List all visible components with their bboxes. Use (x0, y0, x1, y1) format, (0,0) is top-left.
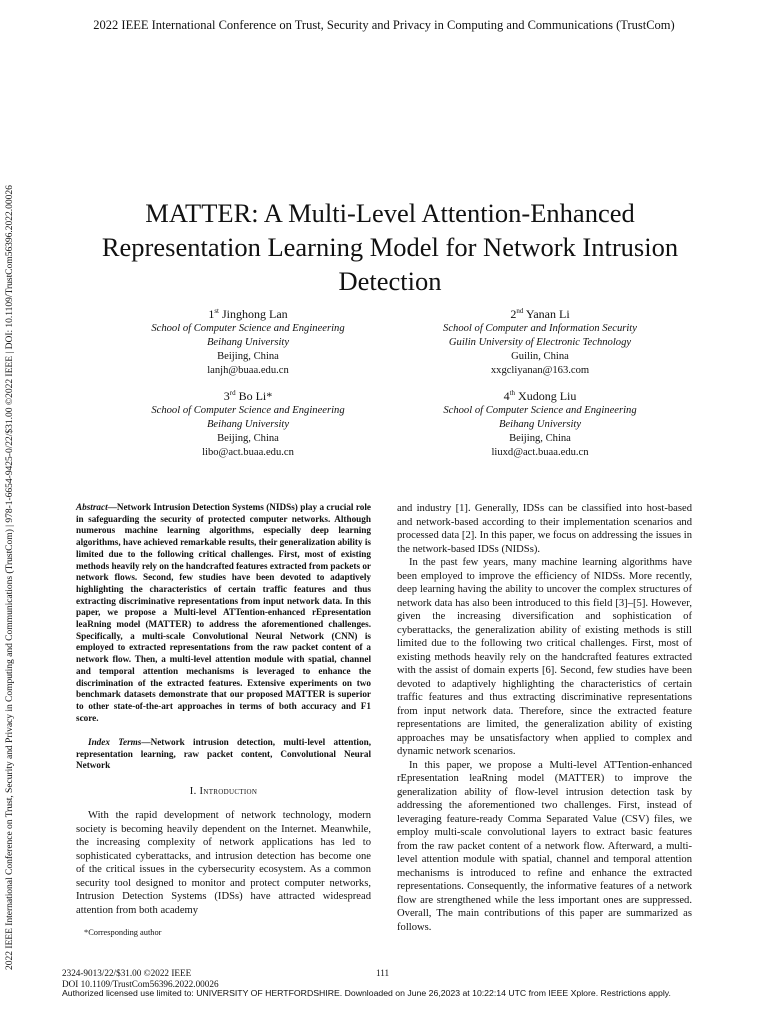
author-location: Beijing, China (217, 433, 279, 444)
page-number: 111 (376, 968, 390, 978)
paper-title: MATTER: A Multi-Level Attention-Enhanced Representation Learning Model for Network Intrusion Detection (101, 198, 679, 296)
author-name: 2nd Yanan Li (510, 307, 570, 321)
abstract (76, 502, 371, 724)
license-notice: Authorized licensed use limited to: UNIVERSITY OF HERTFORDSHIRE. Downloaded on June 26,2023 at 10:22:14 UTC from IEEE Xplore. Restrictions apply. (62, 988, 671, 998)
author-email: liuxd@act.buaa.edu.cn (491, 447, 589, 458)
paragraph: With the rapid development of network technology, modern society is becoming heavily dependent on the Internet. Meanwhile, the increasing complexity of network applications has led to sophisticated cyberattacks, and intrusion detection has become one of the critical issues in the cybersecurity ecosystem. As a common security tool designed to monitor and protect computer networks, Intrusion Detection Systems (IDSs) have attracted widespread attention from both academy (76, 810, 371, 916)
conference-header: 2022 IEEE International Conference on Trust, Security and Privacy in Computing and Communications (TrustCom) (93, 18, 675, 32)
author-affiliation: School of Computer Science and Engineering (151, 323, 345, 334)
author-location: Beijing, China (217, 351, 279, 362)
author-name: 4th Xudong Liu (503, 389, 577, 403)
footnote: *Corresponding author (84, 928, 162, 937)
side-doi-stamp: 2022 IEEE International Conference on Trust, Security and Privacy in Computing and Communications (TrustCom) | 978-1-6654-9425-0/22/$31.00 ©2022 IEEE | DOI: 10.1109/TrustCom56396.2022.00026 (4, 185, 15, 970)
author-institution: Guilin University of Electronic Technology (448, 337, 632, 348)
author-affiliation: School of Computer and Information Security (443, 323, 637, 334)
doi-line: DOI 10.1109/TrustCom56396.2022.00026 (62, 978, 219, 989)
author-block-2 (390, 306, 690, 378)
index-terms-label: Index Terms (88, 737, 142, 747)
paragraph: In the past few years, many machine learning algorithms have been employed to improve the efficiency of NIDSs. More recently, deep learning having the ability to uncover the complex structures of network data has also been introduced to this field [3]–[5]. However, given the increasing diversification and sophistication of cyberattacks, the generalization ability of existing methods is still limited due to the following two critical challenges. First, most of existing methods heavily rely on the handcrafted features extracted with the assist of domain experts [6]. Second, few studies have been devoted to adaptively highlighting the characteristics of certain traffic features and thus extracting discriminative representations from input network data. Therefore, since the extracted feature representations are limited, the generalization ability of existing approaches may be unsatisfactory when applied to complex and dynamic network scenarios. (397, 557, 692, 757)
author-affiliation: School of Computer Science and Engineering (443, 405, 637, 416)
paragraph: In this paper, we propose a Multi-level ATTention-enhanced rEpresentation leaRning model (MATTER) to improve the generalization ability of flow-level intrusion detection task by addressing the aforementioned two challenges. First, instead of leveraging feature-ready Comma Separated Value (CSV) files, we employ multi-scale convolutional layers to extract basic features from the raw packet content of a network flow. Afterward, a multi-level attention module with spatial, channel and temporal attention mechanisms is introduced to refine and enhance the extracted representations. Consequently, the informative features of a network flow are strengthened while the less important ones are suppressed. Overall, The main contributions of this paper are summarized as follows. (397, 759, 692, 933)
abstract-label: Abstract (76, 502, 108, 512)
author-institution: Beihang University (206, 419, 290, 430)
issn-line: 2324-9013/22/$31.00 ©2022 IEEE (62, 968, 192, 978)
author-email: libo@act.buaa.edu.cn (202, 447, 294, 458)
intro-left-column (76, 809, 371, 917)
author-block-4 (390, 388, 690, 460)
footer-identifiers (62, 968, 219, 989)
section-heading: I. Introduction (189, 786, 258, 797)
author-name: 1st Jinghong Lan (208, 307, 288, 321)
author-institution: Beihang University (206, 337, 290, 348)
author-institution: Beihang University (498, 419, 582, 430)
abstract-text: —Network Intrusion Detection Systems (NIDSs) play a crucial role in safeguarding the security of protected computer networks. Although numerous machine learning algorithms, especially deep learning algorithms, have achieved remarkable results, their generalization ability is limited due to the following critical challenges. First, most of existing methods heavily rely on the handcrafted features extracted from packets or network flows. Second, few studies have been devoted to adaptively highlighting the characteristics of certain traffic features and thus extracting discriminative representations from input network data. In this paper, we propose a Multi-level ATTention-enhanced rEpresentation leaRning model (MATTER) to address the aforementioned challenges. Specifically, a multi-scale Convolutional Neural Network (CNN) is employed to extracted representations from the raw packet content of a network flow. Then, a multi-level attention module with spatial, channel and temporal attention mechanisms is leveraged to enhance the discrimination of the extracted features. Extensive experiments on two benchmark datasets demonstrate that our proposed MATTER is superior to other state-of-the-art approaches in terms of both accuracy and F1 score. (76, 502, 371, 723)
author-email: xxgcliyanan@163.com (490, 365, 590, 376)
author-block-3 (98, 388, 398, 460)
author-location: Guilin, China (511, 351, 569, 362)
author-name: 3rd Bo Li* (223, 389, 273, 403)
author-email: lanjh@buaa.edu.cn (207, 365, 289, 376)
author-block-1 (98, 306, 398, 378)
paragraph: and industry [1]. Generally, IDSs can be classified into host-based and network-based according to their implementation scenarios and processed data [2]. In this paper, we focus on addressing the issues in the network-based IDSs (NIDSs). (397, 503, 692, 555)
index-terms (76, 737, 371, 772)
author-affiliation: School of Computer Science and Engineering (151, 405, 345, 416)
author-location: Beijing, China (509, 433, 571, 444)
right-column (397, 502, 692, 934)
index-terms-text: —Network intrusion detection, multi-level attention, representation learning, raw packet content, Convolutional Neural Network (76, 737, 371, 771)
